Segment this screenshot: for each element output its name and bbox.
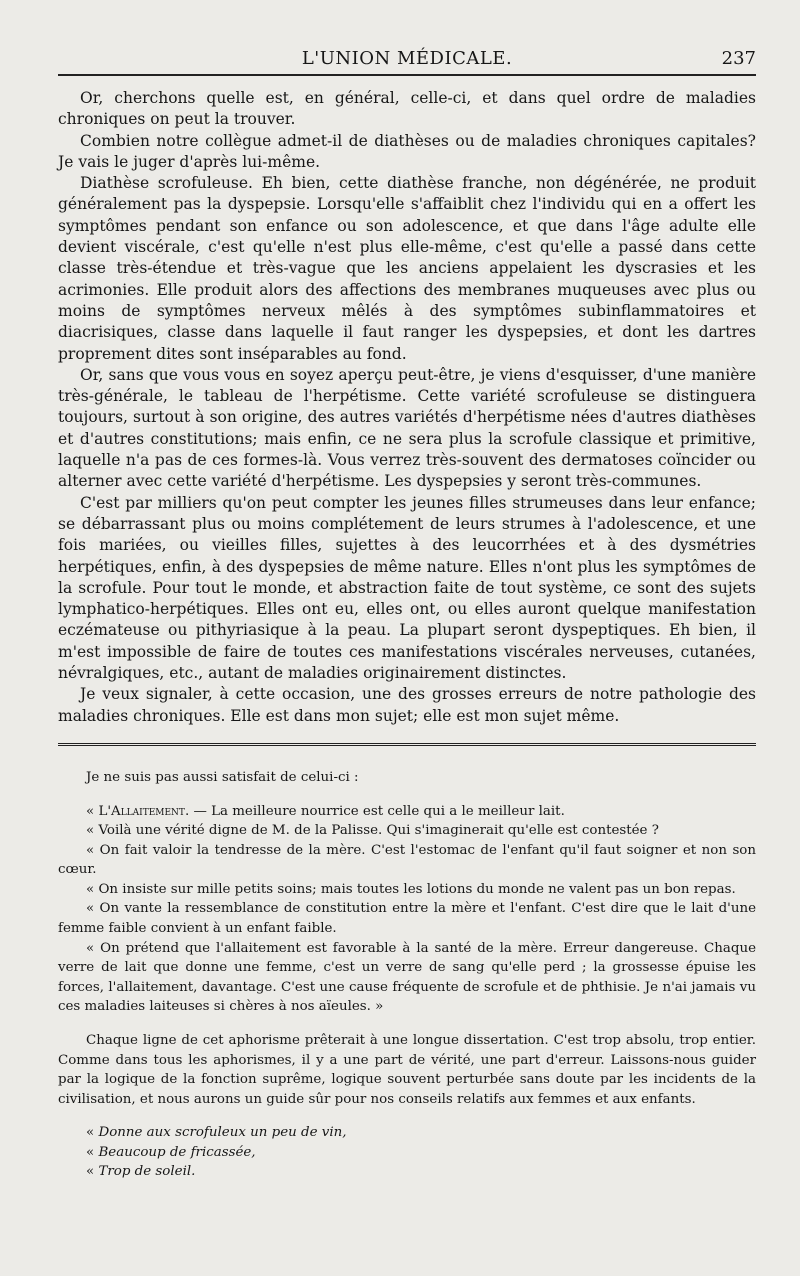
section-keyword: L'Allaitement. — [98, 803, 190, 819]
list-item — [58, 1143, 756, 1162]
list-item — [58, 1162, 756, 1181]
paragraph-text: — La meilleure nourrice est celle qui a le meilleur lait. — [189, 803, 565, 819]
quote-mark: « — [86, 803, 99, 819]
feuilleton-paragraph: « On insiste sur mille petits soins; mais toutes les lotions du monde ne valent pas un bon repas. — [86, 881, 736, 897]
feuilleton-paragraph: Chaque ligne de cet aphorisme prêterait à une longue dissertation. C'est trop absolu, trop entier. Comme dans tous les aphorismes, il y a une part de vérité, une part d'erreur. Laissons-nous guider par la logique de la fonction suprême, logique souvent perturbée sans doute par les incidents de la civilisation, et nous aurons un guide sûr pour nos conseils relatifs aux femmes et aux enfants. — [58, 1033, 756, 1107]
feuilleton-paragraph: « On vante la ressemblance de constitution entre la mère et l'enfant. C'est dire que le lait d'une femme faible convient à un enfant faible. — [58, 901, 756, 937]
list-item-text: Beaucoup de fricassée, — [98, 1144, 256, 1160]
feuilleton-paragraph: « Voilà une vérité digne de M. de la Palisse. Qui s'imaginerait qu'elle est contestée ? — [86, 823, 659, 839]
paragraph: Or, sans que vous vous en soyez aperçu peut-être, je viens d'esquisser, d'une manière très-générale, le tableau de l'herpétisme. Cette variété scrofuleuse se distinguera toujours, surtout à son origine, des autres variétés d'herpétisme nées d'autres diathèses et d'autres constitutions; mais enfin, ce ne sera plus la scrofule classique et primitive, laquelle n'a pas de ces formes-là. Vous verrez très-souvent des dermatoses coïncider ou alterner avec cette variété d'herpétisme. Les dyspepsies y seront très-communes. — [58, 365, 756, 491]
section-divider — [58, 743, 756, 748]
feuilleton-paragraph: « On prétend que l'allaitement est favorable à la santé de la mère. Erreur dangereuse. Chaque verre de lait que donne une femme, c'est un verre de sang qu'elle perd ; la grossesse épuise les forces, l'allaitement, davantage. C'est une cause fréquente de scrofule et de phthisie. Je n'ai jamais vu ces maladies laiteuses si chères à nos aïeules. » — [58, 940, 756, 1015]
feuilleton-intro: Je ne suis pas aussi satisfait de celui-ci : — [86, 769, 359, 785]
spacer — [58, 1017, 756, 1031]
feuilleton-paragraph — [58, 802, 756, 822]
list-item — [58, 1123, 756, 1142]
quote-mark: « — [86, 1144, 99, 1160]
quote-mark: « — [86, 1164, 99, 1180]
paragraph: Combien notre collègue admet-il de diathèses ou de maladies chroniques capitales? Je vais le juger d'après lui-même. — [58, 131, 756, 171]
list-item-text: Trop de soleil. — [98, 1164, 196, 1180]
page-number: 237 — [721, 48, 756, 69]
feuilleton-paragraph: « On fait valoir la tendresse de la mère. C'est l'estomac de l'enfant qu'il faut soigner et non son cœur. — [58, 842, 756, 878]
running-title: L'UNION MÉDICALE. — [301, 48, 513, 69]
paragraph: C'est par milliers qu'on peut compter les jeunes filles strumeuses dans leur enfance; se débarrassant plus ou moins complétement de leurs strumes à l'adolescence, et une fois mariées, ou vieilles filles, sujettes à des leucorrhées et à des dysmétries herpétiques, enfin, à des dyspepsies de même nature. Elles n'ont plus les symptômes de la scrofule. Pour tout le monde, et abstraction faite de tout système, ce sont des sujets lymphatico-herpétiques. Elles ont eu, elles ont, ou elles auront quelque manifestation eczémateuse ou pithyriasique à la peau. La plupart seront dyspeptiques. Eh bien, il m'est impossible de faire de toutes ces manifestations viscérales nerveuses, cutanées, névralgiques, etc., autant de maladies originairement distinctes. — [58, 493, 756, 683]
paragraph: Or, cherchons quelle est, en général, celle-ci, et dans quel ordre de maladies chroniques on peut la trouver. — [58, 89, 756, 129]
page-header — [58, 46, 756, 76]
paragraph: Diathèse scrofuleuse. Eh bien, cette diathèse franche, non dégénérée, ne produit généralement pas la dyspepsie. Lorsqu'elle s'affaiblit chez l'individu qui en a offert les symptômes pendant son enfance ou son adolescence, et que dans l'âge adulte elle devient viscérale, c'est qu'elle n'est plus elle-même, c'est qu'elle a passé dans cette classe très-étendue et très-vague que les anciens appelaient les dyscrasies et les acrimonies. Elle produit alors des affections des membranes muqueuses avec plus ou moins de symptômes nerveux mêlés à des symptômes subinflammatoires et diacrisiques, classe dans laquelle il faut ranger les dyspepsies, et dont les dartres proprement dites sont inséparables au fond. — [58, 174, 756, 363]
list-item-text: Donne aux scrofuleux un peu de vin, — [98, 1125, 347, 1141]
main-text — [58, 88, 756, 727]
quote-mark: « — [86, 1125, 99, 1141]
feuilleton-text — [58, 768, 756, 1182]
paragraph: Je veux signaler, à cette occasion, une des grosses erreurs de notre pathologie des maladies chroniques. Elle est dans mon sujet; elle est mon sujet même. — [58, 685, 756, 725]
quoted-list — [58, 1123, 756, 1181]
spacer — [58, 788, 756, 802]
